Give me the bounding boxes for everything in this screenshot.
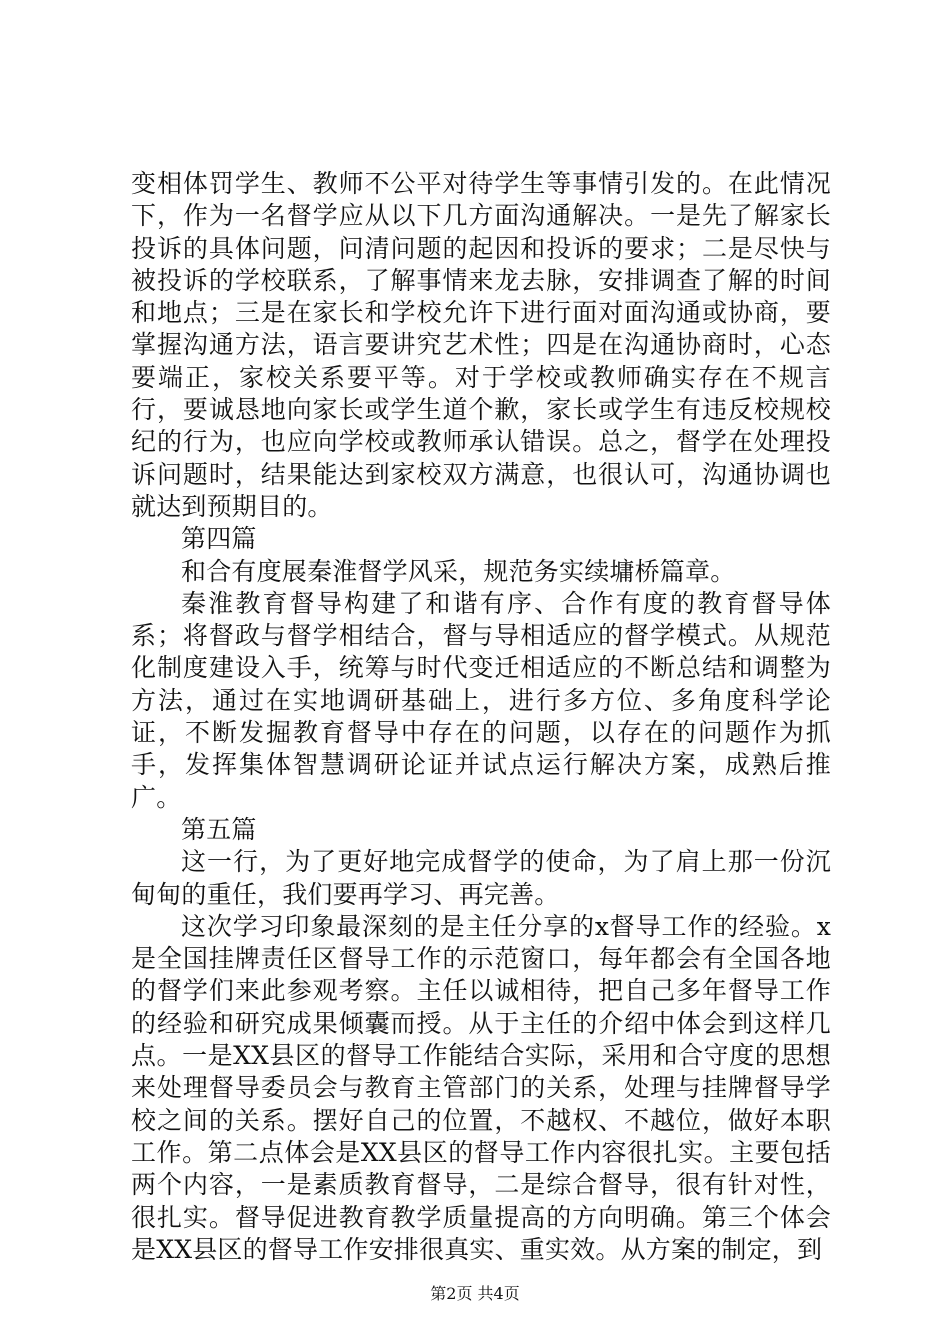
- heading-part-five: 第五篇: [181, 814, 257, 844]
- heading-part-four: 第四篇: [181, 524, 257, 554]
- paragraph-part-five-body: 这次学习印象最深刻的是主任分享的x督导工作的经验。x是全国挂牌责任区督导工作的示范窗口，每年都会有全国各地的督学们来此参观考察。主任以诚相待，把自己多年督导工作的经验和研究成果倾囊而授。从于主任的介绍中体会到这样几点。一是XX县区的督导工作能结合实际，采用和合守度的思想来处理督导委员会与教育主管部门的关系，处理与挂牌督导学校之间的关系。摆好自己的位置，不越权、不越位，做好本职工作。第二点体会是XX县区的督导工作内容很扎实。主要包括两个内容，一是素质教育督导，二是综合督导，很有针对性，很扎实。督导促进教育教学质量提高的方向明确。第三个体会是XX县区的督导工作安排很真实、重实效。从方案的制定，到: [131, 911, 831, 1264]
- paragraph-continuation: 变相体罚学生、教师不公平对待学生等事情引发的。在此情况下，作为一名督学应从以下几方面沟通解决。一是先了解家长投诉的具体问题，问清问题的起因和投诉的要求；二是尽快与被投诉的学校联系，了解事情来龙去脉，安排调查了解的时间和地点；三是在家长和学校允许下进行面对面沟通或协商，要掌握沟通方法，语言要讲究艺术性；四是在沟通协商时，心态要端正，家校关系要平等。对于学校或教师确实存在不规言行，要诚恳地向家长或学生道个歉，家长或学生有违反校规校纪的行为，也应向学校或教师承认错误。总之，督学在处理投诉问题时，结果能达到家校双方满意，也很认可，沟通协调也就达到预期目的。: [131, 169, 831, 521]
- paragraph-part-four-title: 和合有度展秦淮督学风采，规范务实续墉桥篇章。: [181, 556, 736, 586]
- paragraph-part-five-intro: 这一行，为了更好地完成督学的使命，为了肩上那一份沉甸甸的重任，我们要再学习、再完善。: [131, 847, 831, 909]
- paragraph-part-four-body: 秦淮教育督导构建了和谐有序、合作有度的教育督导体系；将督政与督学相结合，督与导相适应的督学模式。从规范化制度建设入手，统筹与时代变迁相适应的不断总结和调整为方法，通过在实地调研基础上，进行多方位、多角度科学论证，不断发掘教育督导中存在的问题，以存在的问题作为抓手，发挥集体智慧调研论证并试点运行解决方案，成熟后推广。: [131, 588, 831, 812]
- page-footer: 第2页 共4页: [430, 1284, 520, 1303]
- document-body: [131, 168, 831, 1266]
